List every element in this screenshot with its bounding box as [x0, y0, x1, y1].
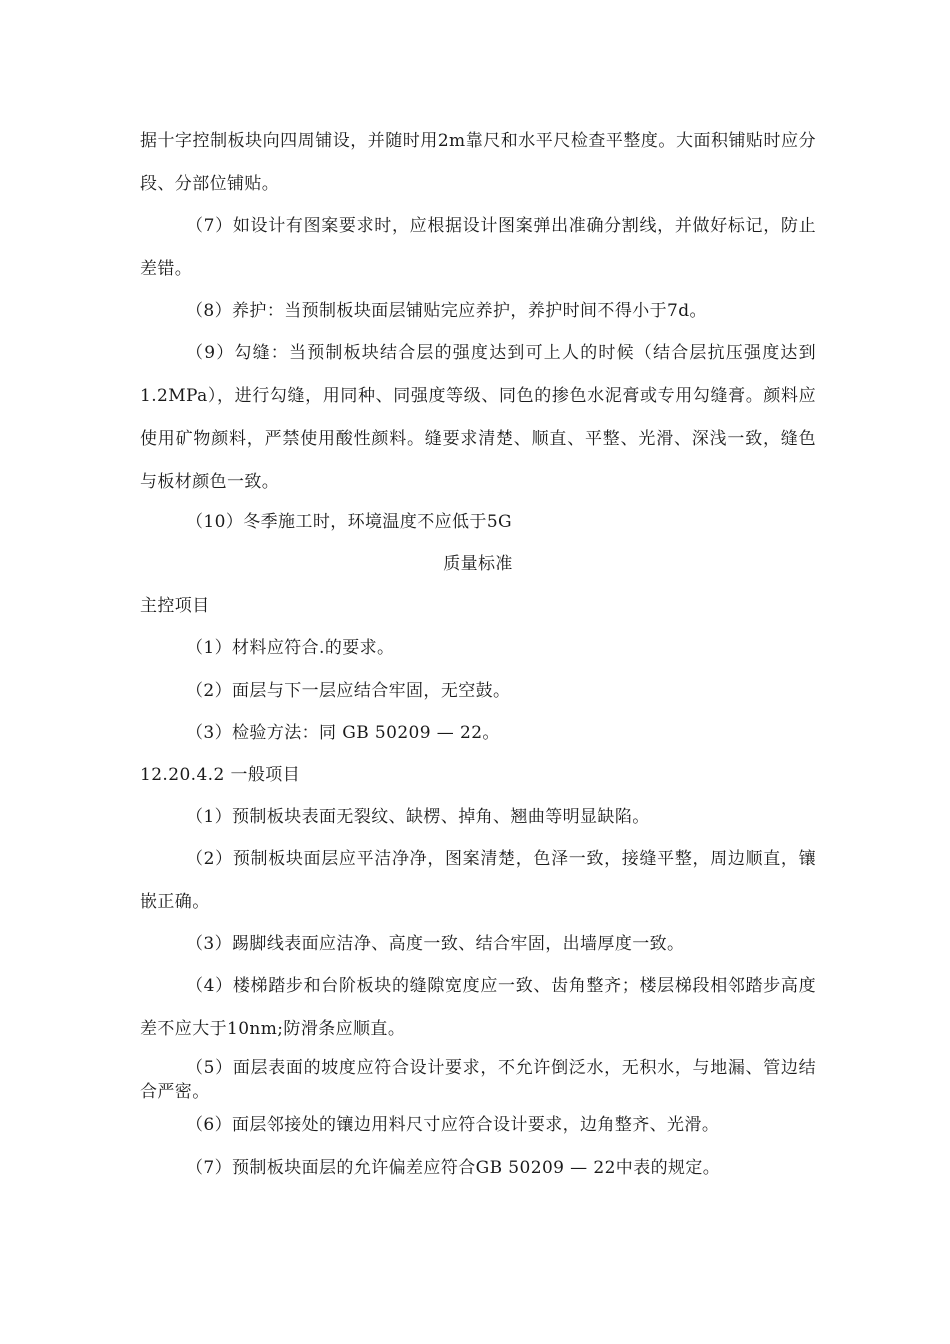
section-heading-quality-standard: 质量标准: [443, 554, 513, 574]
paragraph-item-8-curing: （8）养护：当预制板块面层铺贴完应养护，养护时间不得小于7d。: [186, 301, 707, 321]
paragraph-main-item-2: （2）面层与下一层应结合牢固，无空鼓。: [186, 681, 511, 701]
paragraph-general-item-6: （6）面层邻接处的镶边用料尺寸应符合设计要求，边角整齐、光滑。: [186, 1115, 720, 1135]
paragraph-item-7-pattern: （7）如设计有图案要求时，应根据设计图案弹出准确分割线，并做好标记，防止差错。: [140, 216, 816, 279]
subheading-general-items: 12.20.4.2 一般项目: [140, 765, 301, 785]
paragraph-main-item-3: （3）检验方法：同 GB 50209 — 22。: [186, 723, 500, 743]
paragraph-general-item-2: （2）预制板块面层应平洁净净，图案清楚，色泽一致，接缝平整，周边顺直，镶嵌正确。: [140, 849, 816, 912]
paragraph-general-item-7: （7）预制板块面层的允许偏差应符合GB 50209 — 22中表的规定。: [186, 1158, 721, 1178]
paragraph-item-10-winter: （10）冬季施工时，环境温度不应低于5G: [186, 512, 513, 532]
subheading-main-control-items: 主控项目: [140, 596, 210, 616]
paragraph-main-item-1: （1）材料应符合.的要求。: [186, 638, 395, 658]
paragraph-general-item-3: （3）踢脚线表面应洁净、高度一致、结合牢固，出墙厚度一致。: [186, 934, 685, 954]
paragraph-general-item-4: （4）楼梯踏步和台阶板块的缝隙宽度应一致、齿角整齐；楼层梯段相邻踏步高度差不应大于10nm;防滑条应顺直。: [140, 976, 816, 1039]
paragraph-general-item-5: （5）面层表面的坡度应符合设计要求，不允许倒泛水，无积水，与地漏、管边结合严密。: [140, 1058, 816, 1102]
paragraph-paving-method: 据十字控制板块向四周铺设，并随时用2m靠尺和水平尺检查平整度。大面积铺贴时应分段、分部位铺贴。: [140, 131, 816, 194]
paragraph-item-9-grouting: （9）勾缝：当预制板块结合层的强度达到可上人的时候（结合层抗压强度达到1.2MPa），进行勾缝，用同种、同强度等级、同色的掺色水泥膏或专用勾缝膏。颜料应使用矿物颜料，严禁使用酸性颜料。缝要求清楚、顺直、平整、光滑、深浅一致，缝色与板材颜色一致。: [140, 343, 816, 492]
paragraph-general-item-1: （1）预制板块表面无裂纹、缺楞、掉角、翘曲等明显缺陷。: [186, 807, 650, 827]
